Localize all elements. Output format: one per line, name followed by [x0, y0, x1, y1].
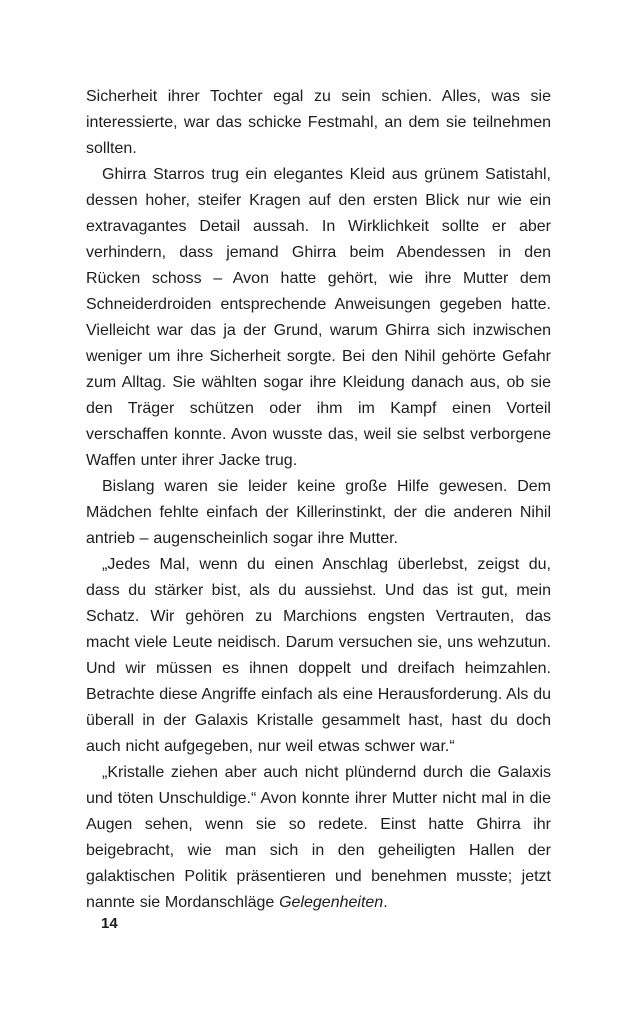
- italic-term: Gelegenheiten: [279, 894, 384, 911]
- page-text-block: [86, 84, 551, 916]
- paragraph: Sicherheit ihrer Tochter egal zu sein schien. Alles, was sie interessierte, war das schicke Festmahl, an dem sie teilnehmen sollten.: [86, 88, 551, 157]
- page-number: 14: [101, 915, 118, 932]
- paragraph: „Jedes Mal, wenn du einen Anschlag überlebst, zeigst du, dass du stärker bist, als du aussiehst. Und das ist gut, mein Schatz. Wir gehören zu Marchions engsten Vertrauten, das macht viele Leute neidisch. Darum versuchen sie, uns wehzutun. Und wir müssen es ihnen doppelt und dreifach heimzahlen. Betrachte diese Angriffe einfach als eine Herausforderung. Als du überall in der Galaxis Kristalle gesammelt hast, hast du doch auch nicht aufgegeben, nur weil etwas schwer war.“: [86, 556, 551, 755]
- paragraph-text: „Kristalle ziehen aber auch nicht plündernd durch die Galaxis und töten Unschuldige.“ Avon konnte ihrer Mutter nicht mal in die Augen sehen, wenn sie so redete. Einst hatte Ghirra ihr beigebracht, wie man sich in den geheiligten Hallen der galaktischen Politik präsentieren und benehmen musste; jetzt nannte sie Mordanschläge: [86, 764, 551, 911]
- paragraph: [86, 760, 551, 916]
- paragraph: Ghirra Starros trug ein elegantes Kleid aus grünem Satistahl, dessen hoher, steifer Kragen auf den ersten Blick nur wie ein extravagantes Detail aussah. In Wirklichkeit sollte er aber verhindern, dass jemand Ghirra beim Abendessen in den Rücken schoss – Avon hatte gehört, wie ihre Mutter dem Schneiderdroiden entsprechende Anweisungen gegeben hatte. Vielleicht war das ja der Grund, warum Ghirra sich inzwischen weniger um ihre Sicherheit sorgte. Bei den Nihil gehörte Gefahr zum Alltag. Sie wählten sogar ihre Kleidung danach aus, ob sie den Träger schützen oder ihm im Kampf einen Vorteil verschaffen konnte. Avon wusste das, weil sie selbst verborgene Waffen unter ihrer Jacke trug.: [86, 166, 551, 469]
- paragraph: Bislang waren sie leider keine große Hilfe gewesen. Dem Mädchen fehlte einfach der Killerinstinkt, der die anderen Nihil antrieb – augenscheinlich sogar ihre Mutter.: [86, 478, 551, 547]
- paragraph-text: .: [383, 894, 388, 911]
